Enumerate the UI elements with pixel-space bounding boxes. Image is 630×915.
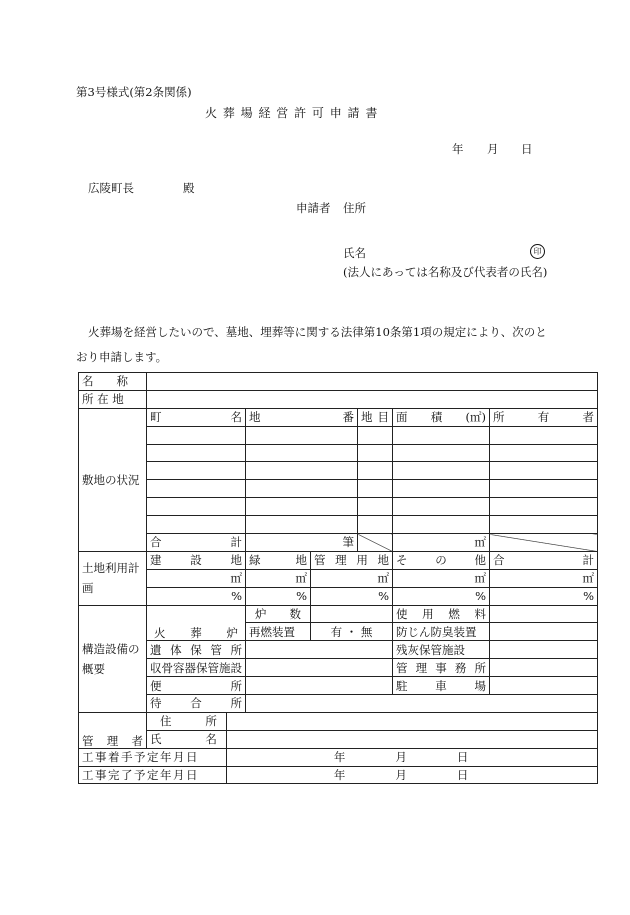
site-row [79, 480, 598, 498]
label-reburn: 再燃装置 [246, 623, 311, 641]
label-cremator: 火 葬 炉 [154, 626, 238, 641]
col-category: 地 目 [361, 410, 389, 425]
honorific: 殿 [183, 181, 195, 195]
page-title: 火 葬 場 経 営 許 可 申 請 書 [205, 106, 379, 120]
land-use-area-row: ㎡ ㎡ ㎡ ㎡ ㎡ [79, 569, 598, 587]
field-manager-address[interactable] [226, 712, 597, 730]
col-land-total: 合 計 [493, 553, 594, 568]
field-mgmt-office[interactable] [490, 659, 598, 677]
label-start-date: 工事着手予定年月日 [79, 748, 227, 766]
total-area[interactable]: ㎡ [393, 534, 490, 552]
form-number: 第3号様式(第2条関係) [76, 85, 192, 99]
manager-row-1 [79, 712, 598, 730]
field-waiting-room[interactable] [246, 695, 598, 713]
label-dust-odor: 防じん防臭装置 [393, 623, 490, 641]
seal-mark [530, 243, 545, 259]
name-label: 氏名 [343, 246, 366, 260]
label-fuel: 使 用 燃 料 [396, 607, 486, 622]
body-text-line2: おり申請します。 [76, 350, 168, 364]
label-ash-facility: 残灰保管施設 [393, 641, 490, 659]
body-text-line1: 火葬場を経営したいので、墓地、埋葬等に関する法律第10条第1項の規定により、次のと [88, 325, 547, 339]
label-furnace-count: 炉 数 [255, 607, 301, 622]
label-land-use: 土地利用計画 [79, 551, 147, 605]
corporate-note: (法人にあっては名称及び代表者の氏名) [343, 265, 548, 279]
land-use-percent-row: % % % % % [79, 587, 598, 605]
col-owner: 所 有 者 [493, 410, 594, 425]
label-total: 合 計 [150, 535, 242, 550]
total-lots[interactable]: 筆 [246, 534, 358, 552]
label-body-storage: 遺 体 保 管 所 [150, 642, 242, 657]
label-location: 所 在 地 [79, 390, 147, 408]
label-name: 名 称 [79, 373, 147, 391]
label-parking: 駐 車 場 [396, 678, 486, 693]
label-waiting-room: 待 合 所 [150, 696, 242, 711]
col-mgmt-land: 管 理 用 地 [314, 553, 389, 568]
site-header-row [79, 408, 598, 426]
row-location [79, 390, 598, 408]
field-fuel[interactable] [490, 605, 598, 623]
field-ash-facility[interactable] [490, 641, 598, 659]
site-total-row [79, 534, 598, 552]
label-manager-name: 氏 名 [150, 732, 217, 747]
addressee: 広陵町長 [88, 181, 134, 195]
field-manager-name[interactable] [226, 730, 597, 748]
label-toilet: 便 所 [150, 678, 242, 693]
col-green-land: 緑 地 [249, 553, 307, 568]
row-name [79, 373, 598, 391]
site-row [79, 462, 598, 480]
field-name[interactable] [147, 373, 598, 391]
field-toilet[interactable] [246, 677, 393, 695]
end-date-row [79, 766, 598, 784]
field-end-date[interactable]: 年 月 日 [226, 766, 597, 784]
seal-icon: 印 [530, 244, 545, 259]
address-label: 住所 [343, 201, 366, 215]
col-building-land: 建 設 地 [150, 553, 242, 568]
facility-row-3 [79, 641, 598, 659]
label-urn-storage: 収骨容器保管施設 [147, 659, 246, 677]
label-facilities: 構造設備の概要 [79, 605, 147, 712]
diagonal-cell [490, 534, 598, 552]
col-other-land: そ の 他 [396, 553, 486, 568]
field-start-date[interactable]: 年 月 日 [226, 748, 597, 766]
land-use-header-row [79, 551, 598, 569]
field-furnace-count[interactable] [311, 605, 393, 623]
applicant-label: 申請者 [296, 201, 331, 215]
field-dust-odor[interactable] [490, 623, 598, 641]
field-body-storage[interactable] [246, 641, 393, 659]
date-day: 日 [521, 142, 533, 156]
date-month: 月 [487, 142, 499, 156]
facility-row-1 [79, 605, 598, 623]
application-table [78, 372, 598, 784]
field-location[interactable] [147, 390, 598, 408]
start-date-row [79, 748, 598, 766]
field-parking[interactable] [490, 677, 598, 695]
field-urn-storage[interactable] [246, 659, 393, 677]
reburn-yes-no[interactable]: 有 ・ 無 [311, 623, 393, 641]
label-site-status: 敷地の状況 [79, 408, 147, 551]
label-manager: 管 理 者 [82, 733, 143, 748]
col-area: 面 積 (㎡) [396, 410, 486, 425]
site-row [79, 426, 598, 444]
diagonal-cell [358, 534, 393, 552]
site-row [79, 444, 598, 462]
label-mgmt-office: 管 理 事 務 所 [396, 660, 486, 675]
manager-row-2 [79, 730, 598, 748]
col-town: 町 名 [150, 410, 242, 425]
facility-row-6 [79, 695, 598, 713]
label-manager-address: 住 所 [160, 714, 217, 729]
site-row [79, 516, 598, 534]
facility-row-4 [79, 659, 598, 677]
date-year: 年 [452, 142, 464, 156]
site-row [79, 498, 598, 516]
facility-row-5 [79, 677, 598, 695]
label-end-date: 工事完了予定年月日 [79, 766, 227, 784]
col-lot: 地 番 [249, 410, 354, 425]
